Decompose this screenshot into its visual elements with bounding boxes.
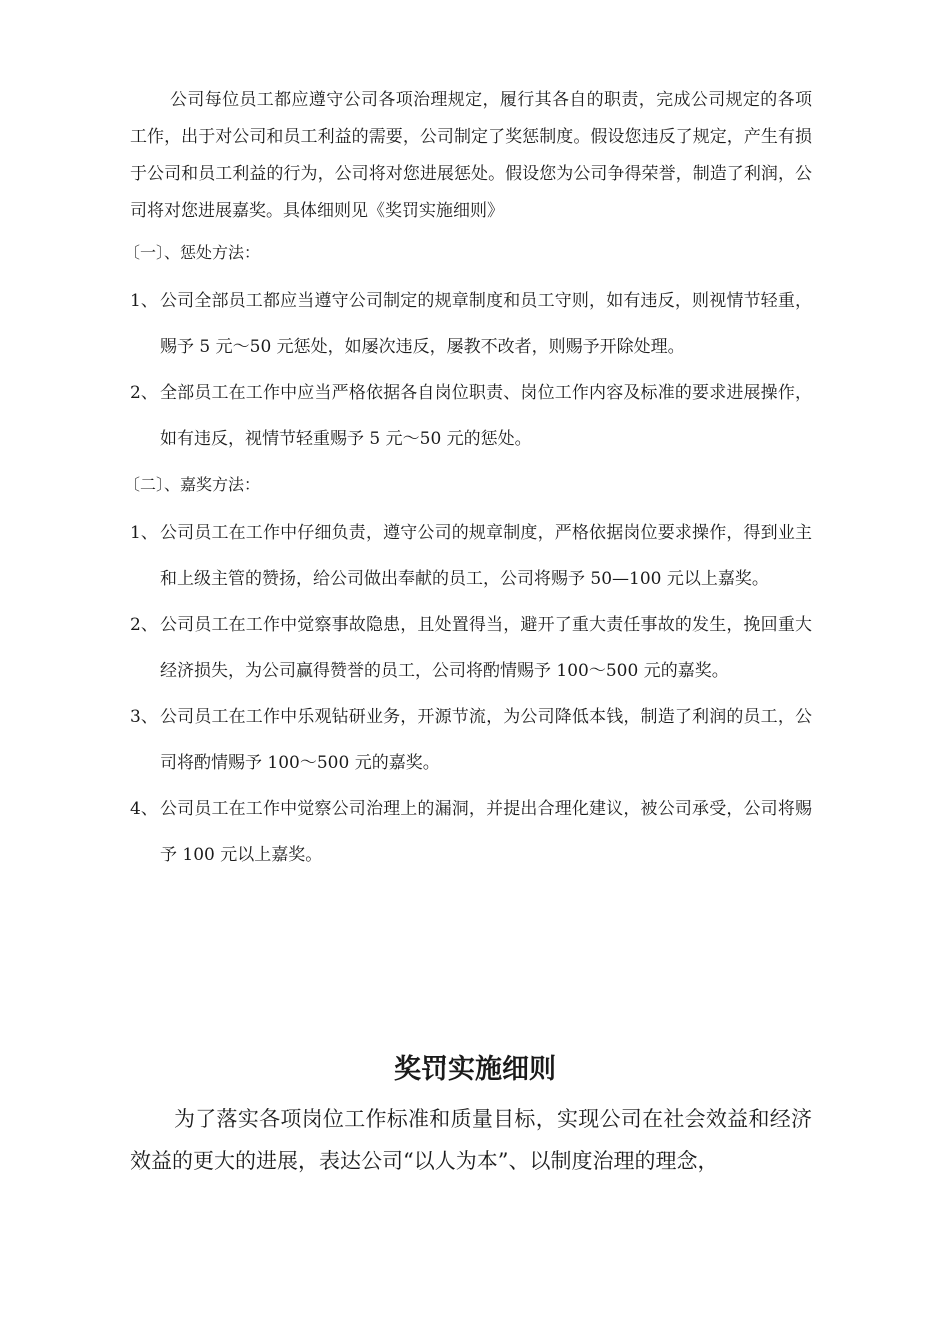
list-text: 公司员工在工作中觉察事故隐患，且处置得当，避开了重大责任事故的发生，挽回重大经济损失，为公司赢得赞誉的员工，公司将酌情赐予 100～500 元的嘉奖。	[160, 615, 812, 681]
list-item	[130, 278, 812, 370]
closing-paragraph: 为了落实各项岗位工作标准和质量目标，实现公司在社会效益和经济效益的更大的进展，表达公司“以人为本”、以制度治理的理念，	[130, 1107, 812, 1173]
list-text: 全部员工在工作中应当严格依据各自岗位职责、岗位工作内容及标准的要求进展操作，如有违反，视情节轻重赐予 5 元～50 元的惩处。	[160, 383, 812, 449]
list-number: 1、	[130, 523, 158, 543]
list-item	[130, 694, 812, 786]
document-title: 奖罚实施细则	[394, 1054, 556, 1085]
list-item	[130, 602, 812, 694]
list-text: 公司全部员工都应当遵守公司制定的规章制度和员工守则，如有违反，则视情节轻重，赐予 5 元～50 元惩处，如屡次违反，屡教不改者，则赐予开除处理。	[160, 291, 812, 357]
list-number: 3、	[130, 707, 158, 727]
list-text: 公司员工在工作中仔细负责，遵守公司的规章制度，严格依据岗位要求操作，得到业主和上级主管的赞扬，给公司做出奉献的员工，公司将赐予 50—100 元以上嘉奖。	[160, 523, 812, 589]
list-item	[130, 510, 812, 602]
list-number: 2、	[130, 383, 158, 403]
list-item	[130, 786, 812, 878]
list-number: 1、	[130, 291, 158, 311]
list-text: 公司员工在工作中觉察公司治理上的漏洞，并提出合理化建议，被公司承受，公司将赐予 100 元以上嘉奖。	[160, 799, 812, 865]
list-item	[130, 370, 812, 462]
list-number: 4、	[130, 799, 158, 819]
section-heading-penalty: 〔一〕、惩处方法：	[124, 243, 261, 262]
intro-paragraph: 公司每位员工都应遵守公司各项治理规定，履行其各自的职责，完成公司规定的各项工作，出于对公司和员工利益的需要，公司制定了奖惩制度。假设您违反了规定，产生有损于公司和员工利益的行为，公司将对您进展惩处。假设您为公司争得荣誉，制造了利润，公司将对您进展嘉奖。具体细则见《奖罚实施细则》	[130, 90, 812, 221]
list-text: 公司员工在工作中乐观钻研业务，开源节流，为公司降低本钱，制造了利润的员工，公司将酌情赐予 100～500 元的嘉奖。	[160, 707, 812, 773]
document-body	[124, 82, 812, 878]
list-number: 2、	[130, 615, 158, 635]
section-heading-reward: 〔二〕、嘉奖方法：	[124, 475, 261, 494]
